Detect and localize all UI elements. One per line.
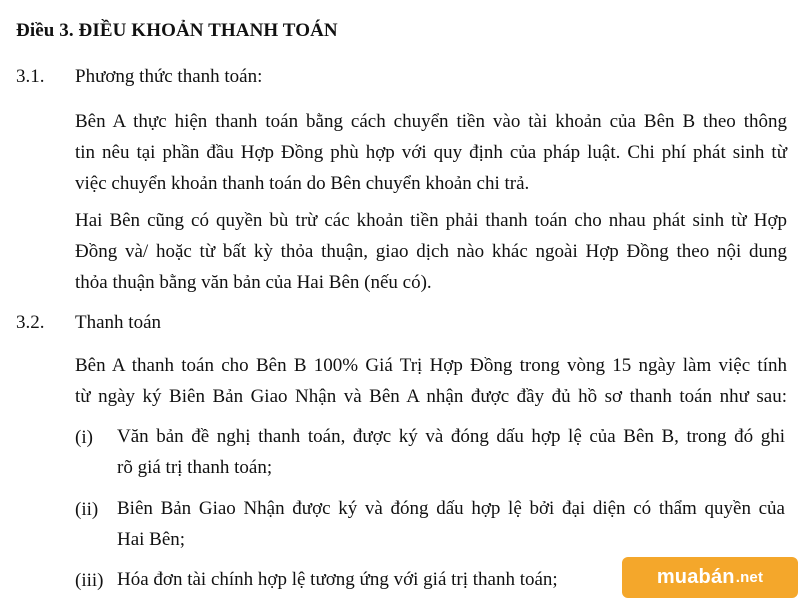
list-item-label: (ii) [75,499,99,520]
list-item-line: Hóa đơn tài chính hợp lệ tương ứng với giá trị thanh toán; [117,569,558,590]
section-number: 3.1. [16,66,45,87]
paragraph-line: Bên A thanh toán cho Bên B 100% Giá Trị Hợp Đồng trong vòng 15 ngày làm việc tính [75,355,787,376]
section-number: 3.2. [16,312,45,333]
list-item-line: Biên Bản Giao Nhận được ký và đóng dấu hợp lệ bởi đại diện có thẩm quyền của [117,498,785,519]
muaban-logo-watermark [622,557,798,598]
paragraph-line: Hai Bên cũng có quyền bù trừ các khoản tiền phải thanh toán cho nhau phát sinh từ Hợp [75,210,787,231]
list-item [117,421,785,483]
paragraph-line: thỏa thuận bằng văn bản của Hai Bên (nếu có). [75,272,432,293]
list-item-line: rõ giá trị thanh toán; [117,457,273,478]
list-item-line: Hai Bên; [117,529,186,550]
article-heading: Điều 3. ĐIỀU KHOẢN THANH TOÁN [16,20,338,41]
list-item-label: (i) [75,427,93,448]
list-item-label: (iii) [75,570,104,591]
paragraph-line: Bên A thực hiện thanh toán bằng cách chuyển tiền vào tài khoản của Bên B theo thông [75,111,787,132]
paragraph-line: việc chuyển khoản thanh toán do Bên chuyển khoản chi trả. [75,173,530,194]
paragraph-line: tin nêu tại phần đầu Hợp Đồng phù hợp với quy định của pháp luật. Chi phí phát sinh từ [75,142,787,163]
paragraph [75,350,787,412]
section-title: Thanh toán [75,312,162,333]
list-item-line: Văn bản đề nghị thanh toán, được ký và đóng dấu hợp lệ của Bên B, trong đó ghi [117,426,785,447]
paragraph-line: từ ngày ký Biên Bản Giao Nhận và Bên A nhận được đầy đủ hồ sơ thanh toán như sau: [75,386,787,407]
logo-brand-text: muabán [656,566,735,588]
list-item [117,493,785,555]
paragraph-line: Đồng và/ hoặc từ bất kỳ thỏa thuận, giao dịch nào khác ngoài Hợp Đồng theo nội dung [75,241,787,262]
section-title: Phương thức thanh toán: [75,66,263,87]
logo-suffix-text: .net [735,569,764,586]
paragraph [75,106,787,199]
paragraph [75,205,787,298]
